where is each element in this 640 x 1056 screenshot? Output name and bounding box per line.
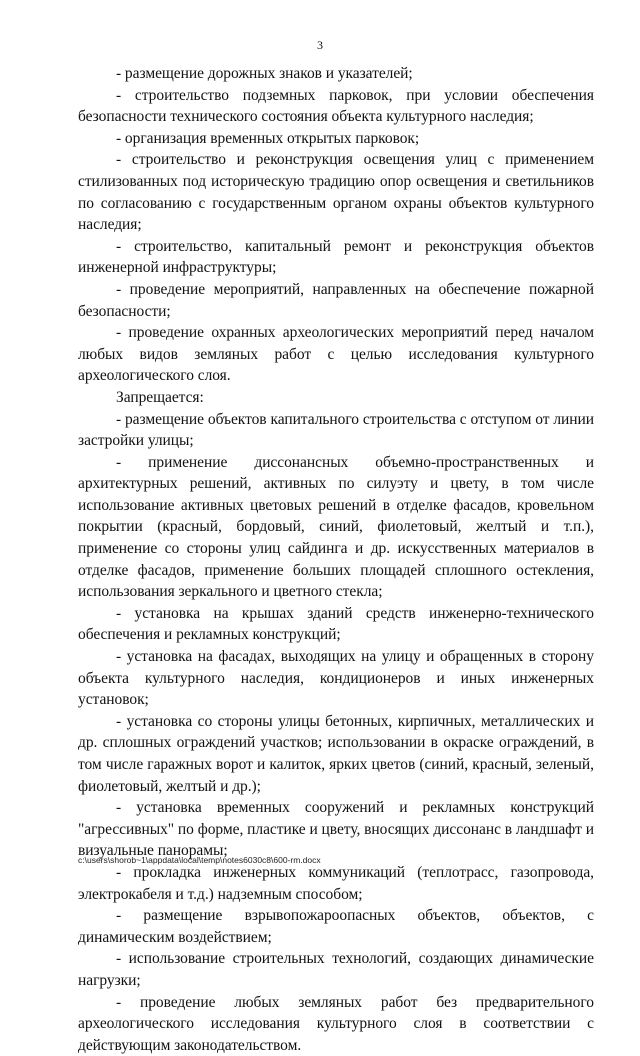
paragraph: - строительство и реконструкция освещения улиц с применением стилизованных под историческую традицию опор освещения и светильников по согласованию с государственным органом охраны объектов культурного наследия; — [78, 151, 594, 234]
paragraph: - прокладка инженерных коммуникаций (теплотрасс, газопровода, электрокабеля и т.д.) надземным способом; — [78, 863, 594, 903]
paragraph: - размещение дорожных знаков и указателей; — [116, 65, 413, 82]
paragraph: - проведение охранных археологических мероприятий перед началом любых видов земляных работ с целью исследования культурного археологического слоя. — [78, 324, 594, 385]
paragraph: - проведение любых земляных работ без предварительного археологического исследования культурного слоя в соответствии с действующим законодательством. — [78, 993, 594, 1054]
footer-file-path: c:\users\shorob~1\appdata\local\temp\notes6030c8\600-rm.docx — [78, 855, 321, 865]
paragraph: - строительство, капитальный ремонт и реконструкция объектов инженерной инфраструктуры; — [78, 237, 594, 277]
paragraph: - установка на крышах зданий средств инженерно-технического обеспечения и рекламных конструкций; — [78, 604, 594, 644]
paragraph: - использование строительных технологий, создающих динамические нагрузки; — [78, 950, 594, 989]
paragraph: - размещение взрывопожароопасных объектов, объектов, с динамическим воздействием; — [78, 907, 594, 946]
paragraph: - применение диссонансных объемно-пространственных и архитектурных решений, активных по силуэту и цвету, в том числе использование активных цветовых решений в отделке фасадов, кровельном покрытии (красный, бордовый, синий, фиолетовый, желтый и т.п.), применение со стороны улиц сайдинга и др. искусственных материалов в отделке фасадов, применение больших площадей сплошного остекления, использования зеркального и цветного стекла; — [78, 453, 594, 601]
paragraph: - проведение мероприятий, направленных на обеспечение пожарной безопасности; — [78, 280, 594, 320]
section-heading: Запрещается: — [116, 388, 204, 406]
paragraph: - размещение объектов капитального строительства с отступом от линии застройки улицы; — [78, 410, 594, 450]
paragraph: - строительство подземных парковок, при условии обеспечения безопасности технического состояния объекта культурного наследия; — [78, 86, 594, 126]
document-body — [78, 63, 594, 1056]
paragraph: - установка со стороны улицы бетонных, кирпичных, металлических и др. сплошных ограждений участков; использовании в окраске ограждений, в том числе гаражных ворот и калиток, ярких цветов (синий, красный, зеленый, фиолетовый, желтый и др.); — [78, 712, 594, 795]
page-number: 3 — [317, 38, 323, 52]
paragraph: - установка на фасадах, выходящих на улицу и обращенных в сторону объекта культурного наследия, кондиционеров и иных инженерных установок; — [78, 648, 594, 709]
paragraph: - организация временных открытых парковок; — [116, 129, 420, 147]
paragraph: - установка временных сооружений и рекламных конструкций "агрессивных" по форме, пластике и цвету, вносящих диссонанс в ландшафт и визуальные панорамы; — [78, 799, 594, 860]
